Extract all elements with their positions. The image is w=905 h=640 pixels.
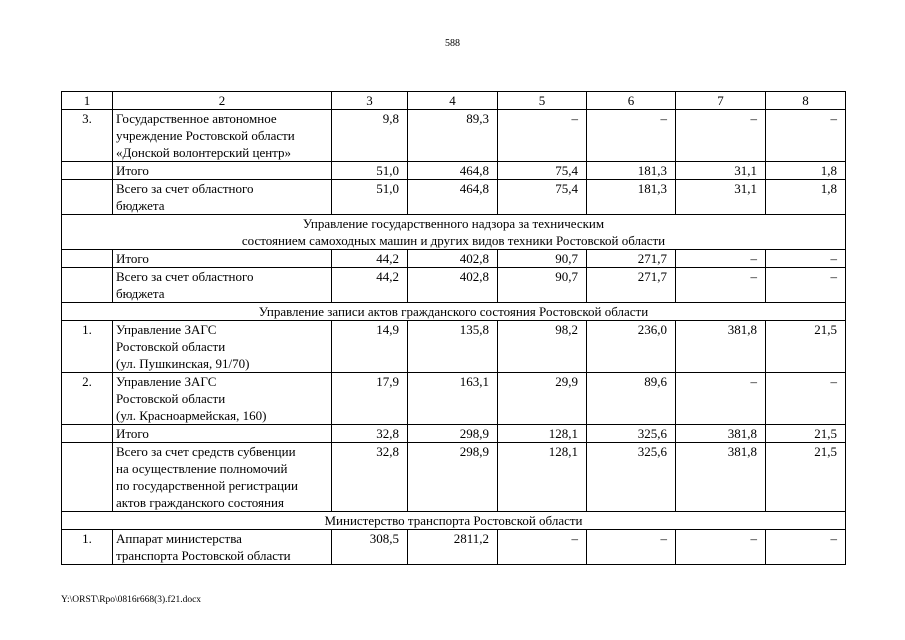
value-cell: 21,5 [766, 443, 846, 512]
value-cell: 381,8 [676, 443, 766, 512]
value-cell: – [766, 530, 846, 565]
row-name [113, 268, 332, 303]
value-cell: 381,8 [676, 321, 766, 373]
column-header: 5 [498, 92, 587, 110]
column-header: 7 [676, 92, 766, 110]
value-cell: 464,8 [408, 162, 498, 180]
section-header-row [62, 512, 846, 530]
row-name-line: Всего за счет средств субвенции [116, 444, 296, 459]
row-name-line: (ул. Пушкинская, 91/70) [116, 356, 250, 371]
value-cell: 32,8 [332, 443, 408, 512]
row-name-line: транспорта Ростовской области [116, 548, 291, 563]
row-name [113, 443, 332, 512]
value-cell: 1,8 [766, 180, 846, 215]
row-number: 3. [62, 110, 113, 162]
row-name-line: Итого [116, 251, 149, 266]
value-cell: – [498, 110, 587, 162]
section-header-row [62, 215, 846, 250]
value-cell: 135,8 [408, 321, 498, 373]
row-name [113, 530, 332, 565]
row-number: 2. [62, 373, 113, 425]
section-title-line: состоянием самоходных машин и других видов техники Ростовской области [241, 233, 666, 248]
table-row [62, 530, 846, 565]
value-cell: – [587, 530, 676, 565]
row-number: 1. [62, 321, 113, 373]
section-title [62, 215, 846, 250]
row-name-line: Управление ЗАГС [116, 374, 217, 389]
row-number [62, 443, 113, 512]
row-name-line: Всего за счет областного [116, 269, 254, 284]
value-cell: 44,2 [332, 268, 408, 303]
table-row [62, 180, 846, 215]
table-row [62, 250, 846, 268]
row-name-line: Итого [116, 163, 149, 178]
value-cell: 32,8 [332, 425, 408, 443]
row-name [113, 373, 332, 425]
column-header: 1 [62, 92, 113, 110]
section-header-row [62, 303, 846, 321]
row-number [62, 180, 113, 215]
value-cell: 308,5 [332, 530, 408, 565]
value-cell: 181,3 [587, 162, 676, 180]
row-name-line: актов гражданского состояния [116, 495, 284, 510]
value-cell: – [766, 373, 846, 425]
value-cell: 298,9 [408, 425, 498, 443]
table-row [62, 425, 846, 443]
row-number [62, 268, 113, 303]
row-name-line: Ростовской области [116, 339, 226, 354]
row-name-line: (ул. Красноармейская, 160) [116, 408, 267, 423]
value-cell: 90,7 [498, 250, 587, 268]
value-cell: 21,5 [766, 425, 846, 443]
row-number: 1. [62, 530, 113, 565]
value-cell: 90,7 [498, 268, 587, 303]
row-name [113, 321, 332, 373]
value-cell: 44,2 [332, 250, 408, 268]
page-number: 588 [445, 38, 460, 49]
value-cell: 271,7 [587, 250, 676, 268]
row-number [62, 425, 113, 443]
row-name-line: учреждение Ростовской области [116, 128, 295, 143]
value-cell: 464,8 [408, 180, 498, 215]
value-cell: – [676, 268, 766, 303]
row-name-line: бюджета [116, 198, 165, 213]
section-title [62, 512, 846, 530]
section-title-line: Управление государственного надзора за техническим [302, 216, 605, 231]
column-header: 3 [332, 92, 408, 110]
column-header: 8 [766, 92, 846, 110]
value-cell: 31,1 [676, 162, 766, 180]
row-name [113, 110, 332, 162]
table-row [62, 321, 846, 373]
file-path-footer: Y:\ORST\Rpo\0816r668(3).f21.docx [61, 595, 202, 605]
value-cell: – [676, 110, 766, 162]
value-cell: 98,2 [498, 321, 587, 373]
value-cell: 21,5 [766, 321, 846, 373]
column-header: 4 [408, 92, 498, 110]
value-cell: 271,7 [587, 268, 676, 303]
value-cell: 29,9 [498, 373, 587, 425]
value-cell: 1,8 [766, 162, 846, 180]
value-cell: 2811,2 [408, 530, 498, 565]
value-cell: 75,4 [498, 162, 587, 180]
section-title-line: Министерство транспорта Ростовской области [324, 513, 583, 528]
budget-table [61, 91, 846, 565]
row-name-line: Государственное автономное [116, 111, 277, 126]
table-row [62, 268, 846, 303]
table-header-row [62, 92, 846, 110]
value-cell: 325,6 [587, 425, 676, 443]
value-cell: 17,9 [332, 373, 408, 425]
table-row [62, 443, 846, 512]
value-cell: – [676, 373, 766, 425]
value-cell: 381,8 [676, 425, 766, 443]
table-row [62, 162, 846, 180]
row-name [113, 250, 332, 268]
value-cell: 325,6 [587, 443, 676, 512]
value-cell: – [498, 530, 587, 565]
row-name-line: Управление ЗАГС [116, 322, 217, 337]
row-name-line: «Донской волонтерский центр» [116, 145, 292, 160]
row-name [113, 162, 332, 180]
row-name-line: Аппарат министерства [116, 531, 242, 546]
section-title [62, 303, 846, 321]
value-cell: 128,1 [498, 425, 587, 443]
value-cell: 181,3 [587, 180, 676, 215]
row-name-line: бюджета [116, 286, 165, 301]
table-row [62, 373, 846, 425]
row-name-line: Итого [116, 426, 149, 441]
row-name-line: Всего за счет областного [116, 181, 254, 196]
value-cell: 51,0 [332, 162, 408, 180]
value-cell: 402,8 [408, 268, 498, 303]
value-cell: 14,9 [332, 321, 408, 373]
value-cell: – [766, 250, 846, 268]
value-cell: – [676, 250, 766, 268]
column-header: 2 [113, 92, 332, 110]
value-cell: 51,0 [332, 180, 408, 215]
row-name-line: Ростовской области [116, 391, 226, 406]
value-cell: 75,4 [498, 180, 587, 215]
row-name-line: по государственной регистрации [116, 478, 298, 493]
row-name [113, 180, 332, 215]
value-cell: – [766, 110, 846, 162]
value-cell: – [676, 530, 766, 565]
table-row [62, 110, 846, 162]
section-title-line: Управление записи актов гражданского состояния Ростовской области [258, 304, 649, 319]
value-cell: 31,1 [676, 180, 766, 215]
value-cell: 128,1 [498, 443, 587, 512]
row-number [62, 250, 113, 268]
column-header: 6 [587, 92, 676, 110]
value-cell: 89,6 [587, 373, 676, 425]
value-cell: 236,0 [587, 321, 676, 373]
value-cell: – [587, 110, 676, 162]
value-cell: 163,1 [408, 373, 498, 425]
value-cell: 402,8 [408, 250, 498, 268]
value-cell: – [766, 268, 846, 303]
value-cell: 89,3 [408, 110, 498, 162]
value-cell: 9,8 [332, 110, 408, 162]
row-name [113, 425, 332, 443]
value-cell: 298,9 [408, 443, 498, 512]
row-name-line: на осуществление полномочий [116, 461, 288, 476]
row-number [62, 162, 113, 180]
